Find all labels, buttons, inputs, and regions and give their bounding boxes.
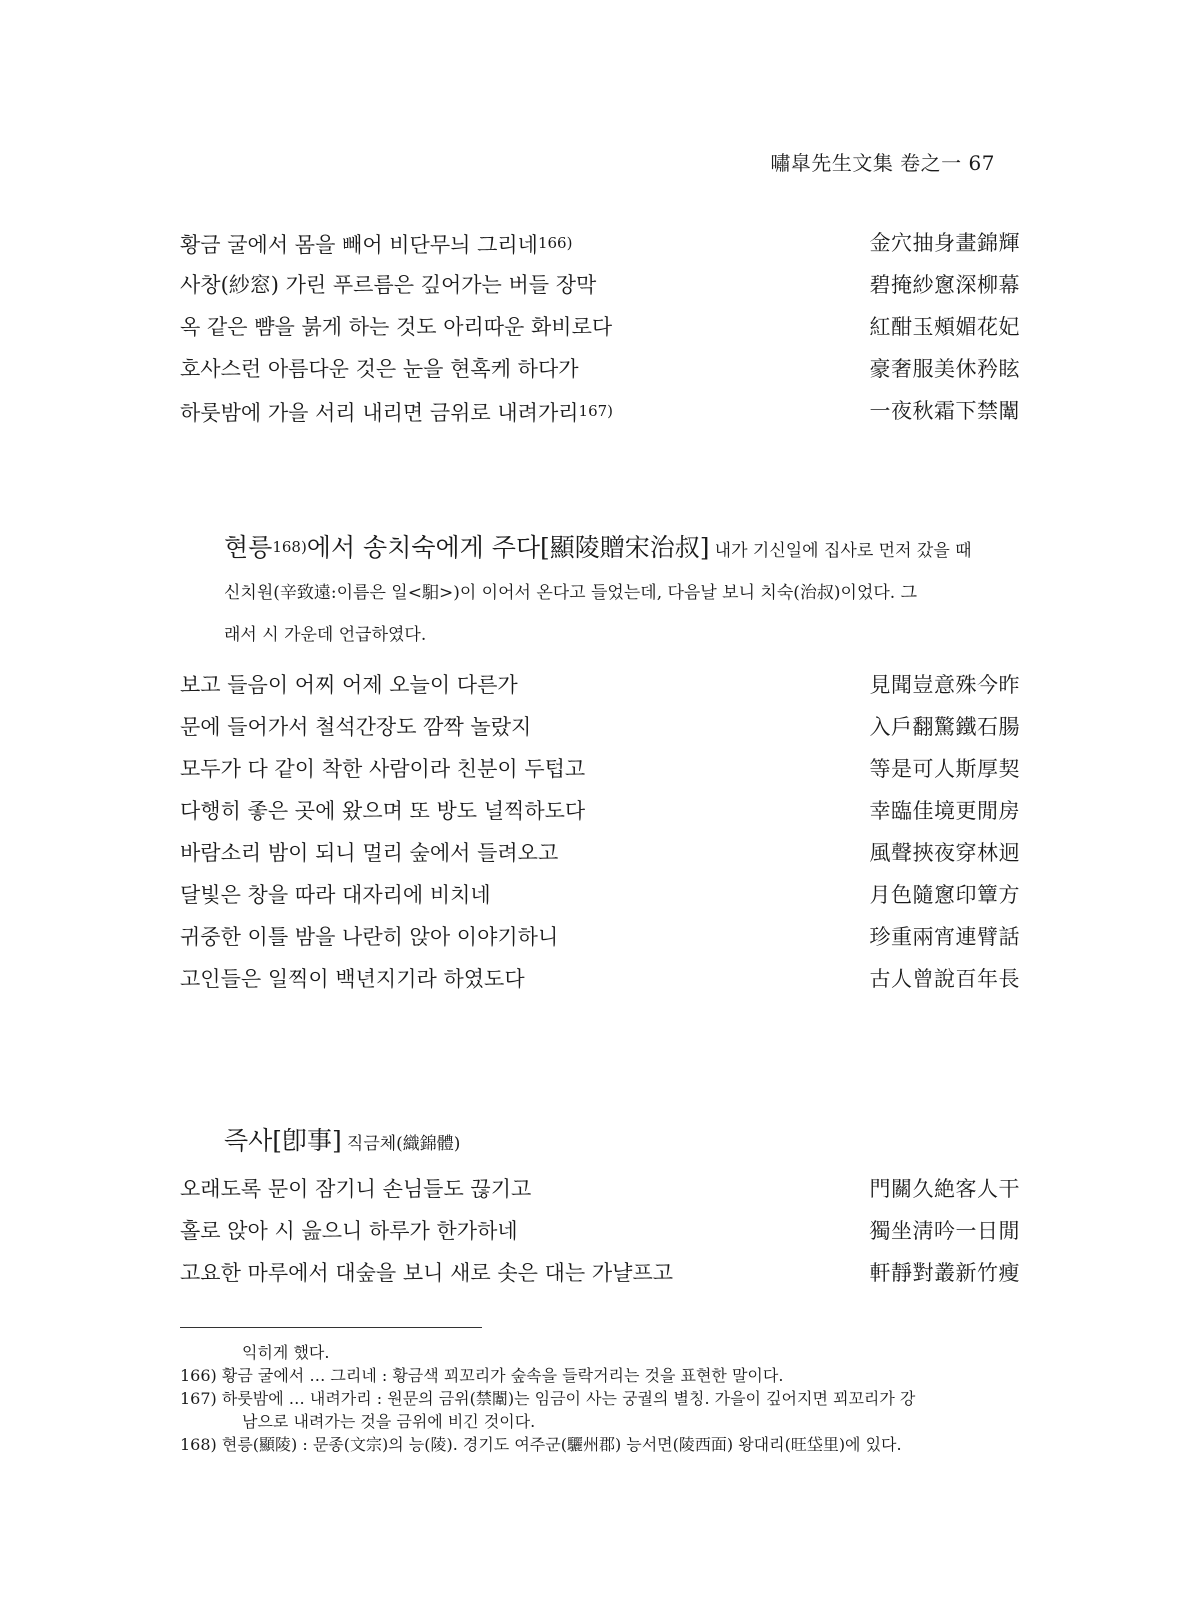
korean-translation: 모두가 다 같이 착한 사람이라 친분이 두텁고 <box>180 757 586 781</box>
poem-style-note: 직금체(織錦體) <box>346 1134 461 1154</box>
poem-line <box>180 264 1020 306</box>
chinese-original: 一夜秋霜下禁闈 <box>869 399 1020 423</box>
chinese-original: 金穴抽身畫錦輝 <box>869 231 1020 255</box>
chinese-original: 見聞豈意殊今昨 <box>869 673 1020 697</box>
running-head: 嘯皐先生文集 卷之一 67 <box>770 151 995 175</box>
poem-preface: 래서 시 가운데 언급하였다. <box>224 625 427 645</box>
poem-line <box>180 306 1020 348</box>
poem-preface: 신치원(辛致遠:이름은 일<馹>)이 이어서 온다고 들었는데, 다음날 보니 치숙(治叔)이었다. 그 <box>224 583 918 603</box>
chinese-original: 門關久絶客人干 <box>869 1177 1020 1201</box>
korean-translation: 고요한 마루에서 대숲을 보니 새로 솟은 대는 가냘프고 <box>180 1261 674 1285</box>
poem-line <box>180 706 1020 748</box>
chinese-original: 紅酣玉頰媚花妃 <box>869 315 1020 339</box>
poem-line <box>180 664 1020 706</box>
korean-translation: 고인들은 일찍이 백년지기라 하였도다 <box>180 967 525 991</box>
footnote-167-continued: 남으로 내려가는 것을 금위에 비긴 것이다. <box>242 1412 536 1431</box>
poem-title: 즉사[卽事] <box>224 1126 342 1155</box>
korean-translation: 옥 같은 뺨을 붉게 하는 것도 아리따운 화비로다 <box>180 315 613 339</box>
korean-translation: 바람소리 밤이 되니 멀리 숲에서 들려오고 <box>180 841 559 865</box>
footnote-ref[interactable]: 167) <box>578 402 614 420</box>
chinese-original: 珍重兩宵連臂話 <box>869 925 1020 949</box>
poem-line <box>180 1252 1020 1294</box>
korean-translation: 보고 들음이 어찌 어제 오늘이 다른가 <box>180 673 518 697</box>
korean-translation: 달빛은 창을 따라 대자리에 비치네 <box>180 883 491 907</box>
poem-line <box>180 222 1020 264</box>
poem-line <box>180 874 1020 916</box>
chinese-original: 入戶翻驚鐵石腸 <box>869 715 1020 739</box>
poem-heading <box>224 526 1024 656</box>
chinese-original: 古人曾說百年長 <box>869 967 1020 991</box>
footnote-ref[interactable]: 168) <box>272 538 307 556</box>
korean-translation: 다행히 좋은 곳에 왔으며 또 방도 널찍하도다 <box>180 799 586 823</box>
chinese-original: 碧掩紗窻深柳幕 <box>869 273 1020 297</box>
chinese-original: 獨坐淸吟一日閒 <box>869 1219 1020 1243</box>
poem-line <box>180 748 1020 790</box>
chinese-original: 風聲挾夜穿林迥 <box>869 841 1020 865</box>
korean-translation: 홀로 앉아 시 읊으니 하루가 한가하네 <box>180 1219 518 1243</box>
poem-line <box>180 1168 1020 1210</box>
korean-translation: 하룻밤에 가을 서리 내리면 금위로 내려가리$^{167)}$ <box>180 401 614 425</box>
korean-translation: 호사스런 아름다운 것은 눈을 현혹케 하다가 <box>180 357 579 381</box>
chinese-original: 月色隨窻印簟方 <box>869 883 1020 907</box>
poem-title: 현릉$^{168)}$에서 송치숙에게 주다[顯陵贈宋治叔] <box>224 533 710 562</box>
poem-line <box>180 1210 1020 1252</box>
chinese-original: 豪奢服美休矜眩 <box>869 357 1020 381</box>
poem-line <box>180 958 1020 1000</box>
poem-line <box>180 790 1020 832</box>
footnote-168: 168) 현릉(顯陵) : 문종(文宗)의 능(陵). 경기도 여주군(驪州郡) 능서면(陵西面) 왕대리(旺垈里)에 있다. <box>180 1435 902 1454</box>
poem-2 <box>180 664 1020 1000</box>
footnote-divider <box>180 1327 482 1328</box>
poem-line <box>180 916 1020 958</box>
poem-line <box>180 348 1020 390</box>
poem-heading <box>224 1125 1024 1160</box>
poem-line <box>180 832 1020 874</box>
korean-translation: 황금 굴에서 몸을 빼어 비단무늬 그리네$^{166)}$ <box>180 233 573 257</box>
chinese-original: 軒靜對叢新竹瘦 <box>869 1261 1020 1285</box>
korean-translation: 사창(紗窓) 가린 푸르름은 깊어가는 버들 장막 <box>180 273 597 297</box>
korean-translation: 오래도록 문이 잠기니 손님들도 끊기고 <box>180 1177 532 1201</box>
chinese-original: 等是可人斯厚契 <box>869 757 1020 781</box>
footnote-ref[interactable]: 166) <box>537 234 573 252</box>
poem-line <box>180 390 1020 432</box>
footnote-166: 166) 황금 굴에서 … 그리네 : 황금색 꾀꼬리가 숲속을 들락거리는 것을 표현한 말이다. <box>180 1366 784 1385</box>
poem-1 <box>180 222 1020 432</box>
footnote-167: 167) 하룻밤에 … 내려가리 : 원문의 금위(禁闈)는 임금이 사는 궁궐의 별칭. 가을이 깊어지면 꾀꼬리가 강 <box>180 1389 916 1408</box>
chinese-original: 幸臨佳境更閒房 <box>869 799 1020 823</box>
korean-translation: 문에 들어가서 철석간장도 깜짝 놀랐지 <box>180 715 532 739</box>
footnotes <box>180 1341 1022 1456</box>
footnote-carryover: 익히게 했다. <box>242 1343 330 1362</box>
poem-3 <box>180 1168 1020 1294</box>
korean-translation: 귀중한 이틀 밤을 나란히 앉아 이야기하니 <box>180 925 559 949</box>
poem-preface: 내가 기신일에 집사로 먼저 갔을 때 <box>714 541 972 561</box>
